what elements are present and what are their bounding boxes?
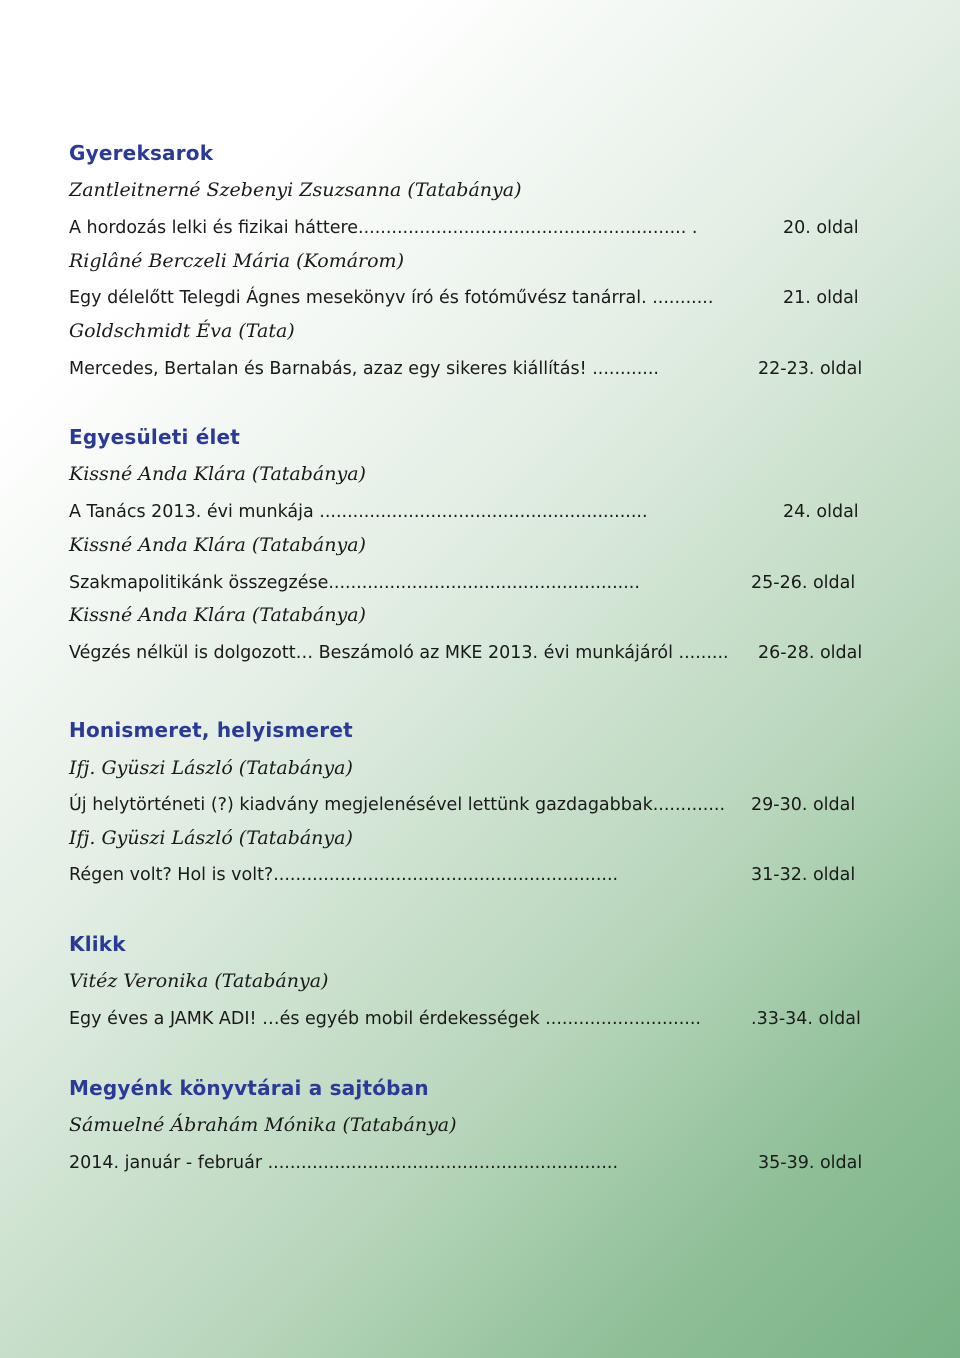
section-heading-egyesuleti-elet: Egyesületi élet — [69, 425, 241, 449]
entry-author: Ifj. Gyüszi László (Tatabánya) — [69, 827, 353, 849]
entry-page-ref: 26-28. oldal — [758, 643, 863, 663]
entry-page-ref: 35-39. oldal — [758, 1153, 863, 1173]
section-heading-klikk: Klikk — [69, 932, 126, 956]
entry-title: Végzés nélkül is dolgozott… Beszámoló az MKE 2013. évi munkájáról ......... — [69, 643, 729, 663]
entry-page-ref: 25-26. oldal — [751, 573, 856, 593]
entry-page-ref: 31-32. oldal — [751, 865, 856, 885]
section-heading-megyenk-konyvtarai: Megyénk könyvtárai a sajtóban — [69, 1076, 429, 1100]
entry-author: Ifj. Gyüszi László (Tatabánya) — [69, 757, 353, 779]
entry-page-ref: 22-23. oldal — [758, 359, 863, 379]
entry-title: A Tanács 2013. évi munkája ........................................................... — [69, 502, 648, 522]
entry-page-ref: 21. oldal — [783, 288, 859, 308]
entry-author: Kissné Anda Klára (Tatabánya) — [69, 534, 366, 556]
section-heading-honismeret: Honismeret, helyismeret — [69, 718, 353, 742]
entry-title: Új helytörténeti (?) kiadvány megjelenésével lettünk gazdagabbak............. — [69, 795, 726, 815]
entry-author: Vitéz Veronika (Tatabánya) — [69, 970, 329, 992]
entry-author: Kissné Anda Klára (Tatabánya) — [69, 463, 366, 485]
entry-title: Szakmapolitikánk összegzése........................................................ — [69, 573, 640, 593]
entry-title: A hordozás lelki és fizikai háttere........................................................... . — [69, 218, 698, 238]
entry-title: Egy délelőtt Telegdi Ágnes mesekönyv író és fotóművész tanárral. ........... — [69, 288, 714, 308]
entry-author: Kissné Anda Klára (Tatabánya) — [69, 604, 366, 626]
entry-title: Régen volt? Hol is volt?.............................................................. — [69, 865, 619, 885]
entry-author: Goldschmidt Éva (Tata) — [69, 320, 295, 342]
entry-author: Zantleitnerné Szebenyi Zsuzsanna (Tatabánya) — [69, 179, 522, 201]
section-heading-gyereksarok: Gyereksarok — [69, 141, 214, 165]
entry-page-ref: 24. oldal — [783, 502, 859, 522]
entry-page-ref: 20. oldal — [783, 218, 859, 238]
entry-title: Mercedes, Bertalan és Barnabás, azaz egy sikeres kiállítás! ............ — [69, 359, 659, 379]
entry-author: Sámuelné Ábrahám Mónika (Tatabánya) — [69, 1114, 457, 1136]
entry-title: 2014. január - február ............................................................... — [69, 1153, 619, 1173]
entry-author: Riglâné Berczeli Mária (Komárom) — [69, 250, 404, 272]
entry-title: Egy éves a JAMK ADI! …és egyéb mobil érdekességek ............................ — [69, 1009, 701, 1029]
entry-page-ref: .33-34. oldal — [751, 1009, 861, 1029]
entry-page-ref: 29-30. oldal — [751, 795, 856, 815]
